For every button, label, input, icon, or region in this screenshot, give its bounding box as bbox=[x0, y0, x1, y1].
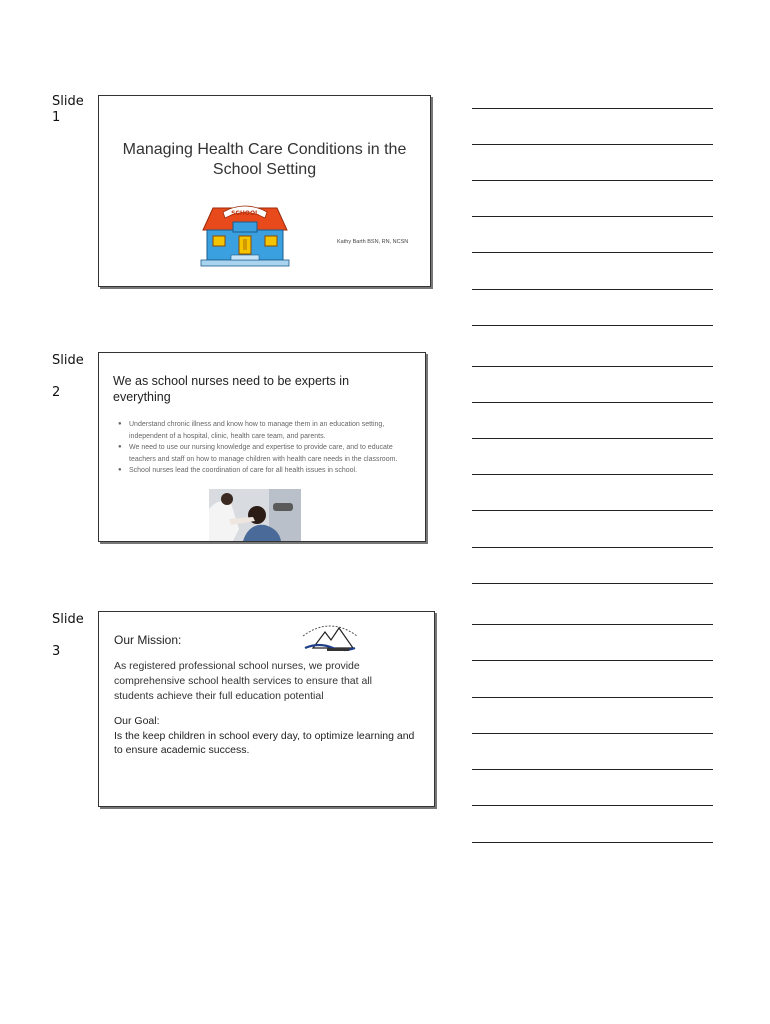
school-building-illustration bbox=[199, 198, 291, 270]
goal-text: Is the keep children in school every day, to optimize learning and to ensure academic success. bbox=[114, 730, 415, 756]
slide-2-label: Slide 2 bbox=[52, 353, 84, 400]
note-line bbox=[472, 624, 713, 625]
note-line bbox=[472, 510, 713, 511]
note-line bbox=[472, 547, 713, 548]
note-line bbox=[472, 474, 713, 475]
bullet-item: ● We need to use our nursing knowledge and expertise to provide care, and to educate teachers and staff on how to manage children with health care needs in the classroom. bbox=[113, 442, 413, 465]
mission-text: As registered professional school nurses, we provide comprehensive school health services to ensure that all students achieve their full education potential bbox=[114, 660, 372, 702]
school-sign-text: SCHOOL bbox=[231, 210, 259, 217]
note-line bbox=[472, 583, 713, 584]
note-line bbox=[472, 144, 713, 145]
bullet-item: ● School nurses lead the coordination of care for all health issues in school. bbox=[113, 465, 413, 477]
note-line bbox=[472, 842, 713, 843]
note-line bbox=[472, 438, 713, 439]
note-line bbox=[472, 289, 713, 290]
organization-logo bbox=[299, 618, 361, 656]
note-line bbox=[472, 805, 713, 806]
note-line bbox=[472, 325, 713, 326]
note-line bbox=[472, 216, 713, 217]
note-line bbox=[472, 402, 713, 403]
slide-1 bbox=[98, 95, 431, 287]
slide-1-label: Slide 1 bbox=[52, 94, 84, 125]
slide-1-title: Managing Health Care Conditions in the School Setting bbox=[122, 141, 407, 178]
slide-2-title: We as school nurses need to be experts in everything bbox=[113, 374, 350, 404]
slide-2 bbox=[98, 352, 426, 542]
bullet-item: ● Understand chronic illness and know how to manage them in an education setting, independent of a hospital, clinic, health care team, and parents. bbox=[113, 419, 413, 442]
slide-3-label: Slide 3 bbox=[52, 612, 84, 659]
slide-1-author: Kathy Barth BSN, RN, NCSN bbox=[337, 239, 409, 245]
note-line bbox=[472, 108, 713, 109]
note-line bbox=[472, 697, 713, 698]
note-line bbox=[472, 180, 713, 181]
note-line bbox=[472, 252, 713, 253]
note-line bbox=[472, 366, 713, 367]
note-line bbox=[472, 733, 713, 734]
nurse-with-child-photo bbox=[209, 489, 301, 541]
slide-2-bullet-list bbox=[113, 419, 413, 477]
notes-area bbox=[472, 0, 713, 1024]
mission-heading: Our Mission: bbox=[114, 633, 182, 647]
note-line bbox=[472, 769, 713, 770]
slide-3 bbox=[98, 611, 435, 807]
note-line bbox=[472, 660, 713, 661]
goal-heading: Our Goal: bbox=[114, 715, 160, 727]
